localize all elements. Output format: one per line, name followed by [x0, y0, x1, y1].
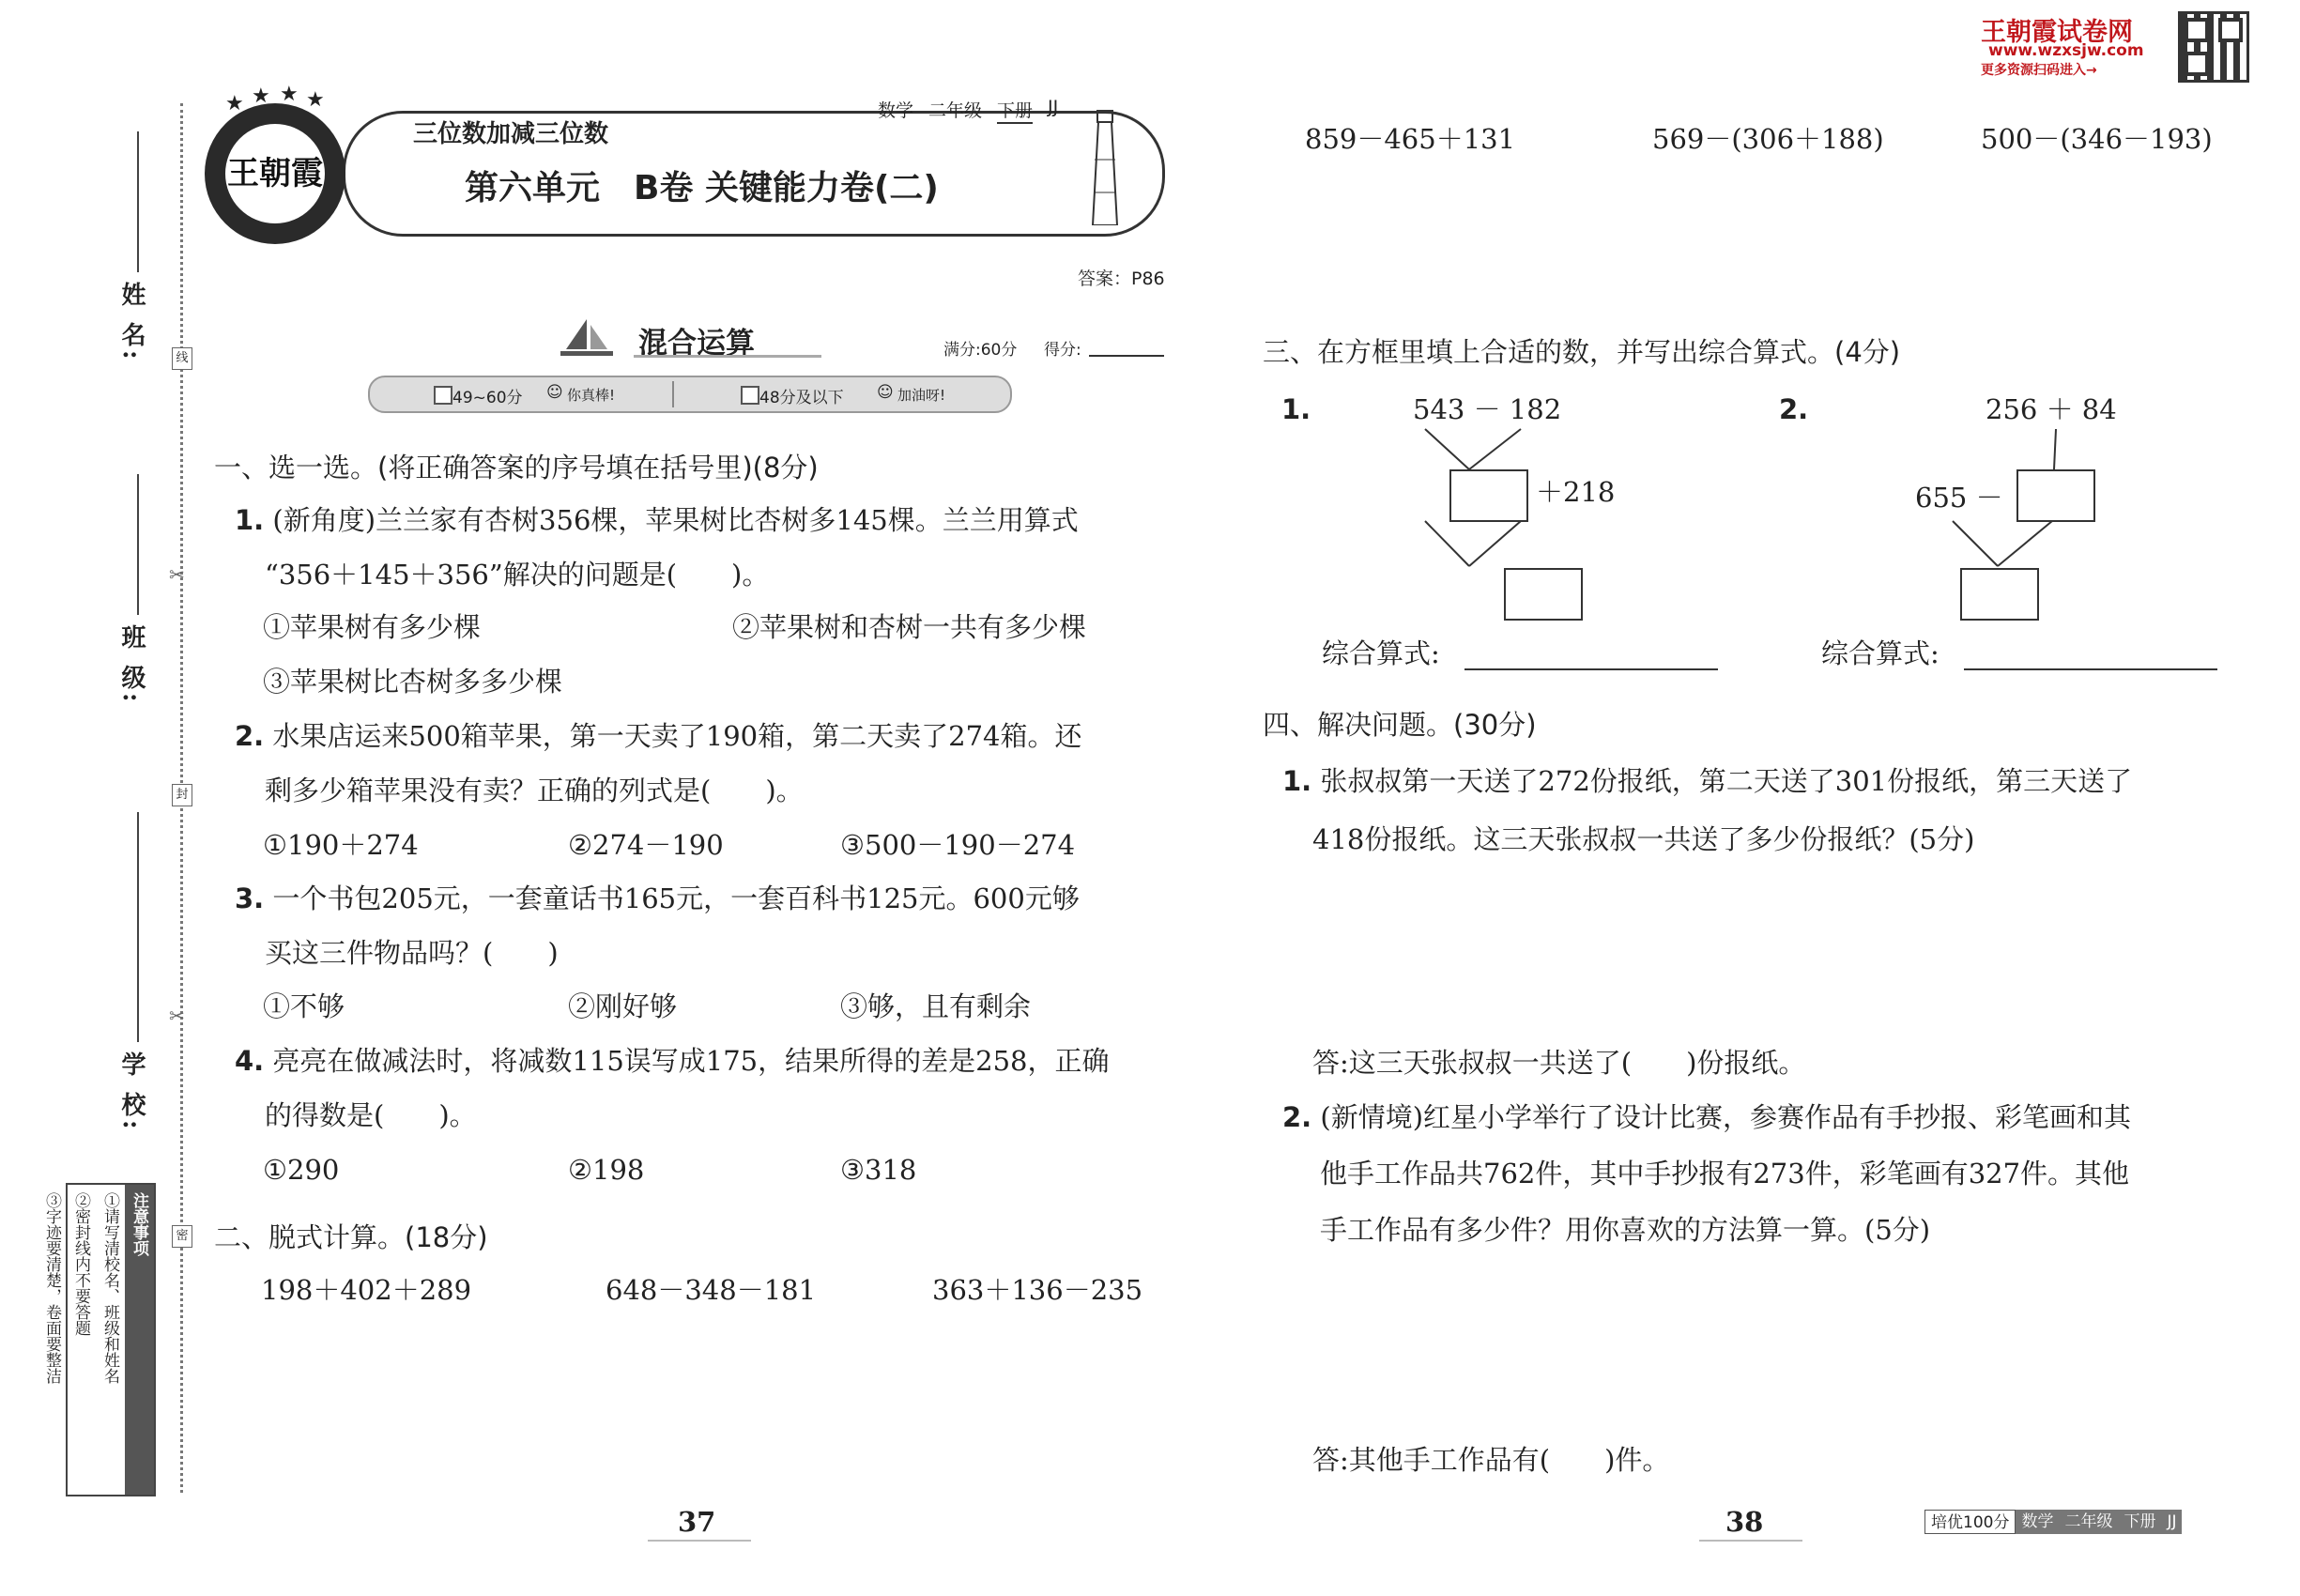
star-icon: ★ — [252, 84, 270, 108]
meta-volume: 下册 — [997, 97, 1033, 124]
badge-volume: 下册 — [2118, 1510, 2161, 1534]
meta-grade: 二年级 — [928, 100, 983, 121]
notice-box — [42, 1183, 156, 1496]
question-number: 3. — [235, 882, 265, 914]
rating2-checkbox[interactable] — [741, 386, 759, 405]
calc-expression: 569－(306＋188) — [1652, 123, 1884, 155]
combined-label: 综合算式: — [1322, 637, 1440, 669]
brand-site-name: 王朝霞试卷网 — [1981, 18, 2133, 47]
question-4 — [235, 1042, 1173, 1134]
answer-box[interactable] — [1960, 568, 2039, 621]
question-3 — [235, 880, 1173, 972]
part4-title: 四、解决问题。(30分) — [1263, 709, 1537, 741]
full-score: 满分:60分 — [943, 341, 1018, 360]
option[interactable]: ③够，且有剩余 — [840, 990, 1032, 1022]
scissor-icon: ✂ — [169, 1005, 185, 1027]
cut-mark-feng: 封 — [172, 784, 192, 806]
page-title: 第六单元 B卷 关键能力卷(二) — [465, 169, 939, 207]
combined-input-line[interactable] — [1964, 668, 2217, 670]
calc-expression: 363＋136－235 — [932, 1274, 1143, 1306]
school-label: 学 校: — [117, 1051, 146, 1133]
question-text: 手工作品有多少件？用你喜欢的方法算一算。(5分) — [1320, 1214, 1931, 1246]
rating-divider — [672, 381, 674, 407]
combined-input-line[interactable] — [1464, 668, 1718, 670]
scissor-icon: ✂ — [169, 563, 185, 586]
header-subtitle: 三位数加减三位数 — [413, 120, 609, 148]
lighthouse-icon — [1089, 103, 1121, 225]
question-text: (新情境)红星小学举行了设计比赛，参赛作品有手抄报、彩笔画和其 — [1320, 1101, 2132, 1133]
notice-item: ②密封线内不要答题 — [71, 1192, 90, 1336]
brand-logo — [205, 103, 345, 244]
score-input-line[interactable] — [1089, 355, 1164, 357]
problem-2 — [1282, 1098, 2231, 1249]
footer-badge — [1924, 1510, 2182, 1534]
calc-expression: 859－465＋131 — [1305, 123, 1516, 155]
notice-title: 注意事项 — [125, 1185, 154, 1495]
class-label: 班 级: — [117, 624, 146, 706]
question-text: 他手工作品共762件，其中手抄报有273件，彩笔画有327件。其他 — [1320, 1158, 2130, 1189]
part1-title: 一、选一选。(将正确答案的序号填在括号里)(8分) — [214, 452, 819, 483]
question-text: 亮亮在做减法时，将减数115误写成175，结果所得的差是258，正确 — [272, 1045, 1110, 1077]
qr-code-icon[interactable] — [2178, 11, 2249, 83]
question-number: 2. — [1282, 1101, 1312, 1133]
page-ornament — [648, 1540, 751, 1542]
option[interactable]: ②274－190 — [568, 829, 724, 861]
option[interactable]: ②刚好够 — [568, 990, 678, 1022]
calc-expression: 198＋402＋289 — [261, 1274, 472, 1306]
page-ornament — [1699, 1540, 1802, 1542]
question-number: 1. — [1282, 765, 1312, 797]
header-meta — [878, 97, 1058, 124]
section-title: 混合运算 — [638, 327, 755, 361]
answer-reference: 答案：P86 — [1078, 269, 1165, 289]
option[interactable]: ②198 — [568, 1154, 645, 1186]
rating-bar — [368, 376, 1012, 413]
question-text: 水果店运来500箱苹果，第一天卖了190箱，第二天卖了274箱。还 — [272, 720, 1082, 752]
question-text: “356＋145＋356”解决的问题是( )。 — [265, 559, 770, 591]
part2-title: 二、脱式计算。(18分) — [214, 1221, 488, 1253]
question-text: 418份报纸。这三天张叔叔一共送了多少份报纸？(5分) — [1312, 823, 1975, 855]
cut-mark-mi: 密 — [172, 1225, 192, 1248]
question-1 — [235, 501, 1173, 593]
question-text: 一个书包205元，一套童话书165元，一套百科书125元。600元够 — [272, 882, 1080, 914]
problem-1-answer[interactable]: 答:这三天张叔叔一共送了( )份报纸。 — [1312, 1047, 1806, 1079]
question-text: (新角度)兰兰家有杏树356棵，苹果树比杏树多145棵。兰兰用算式 — [272, 504, 1079, 536]
calc-expression: 500－(346－193) — [1981, 123, 2213, 155]
combined-label: 综合算式: — [1821, 637, 1940, 669]
encourage-icon: ☺ — [877, 383, 894, 402]
question-text: 的得数是( )。 — [265, 1099, 477, 1131]
rating1-label: 49~60分 — [452, 389, 523, 407]
class-write-line[interactable] — [137, 474, 139, 615]
page-number-left: 37 — [678, 1506, 716, 1538]
answer-box[interactable] — [1449, 469, 1528, 522]
part3-title: 三、在方框里填上合适的数，并写出综合算式。(4分) — [1263, 336, 1901, 368]
badge-grade: 二年级 — [2059, 1510, 2118, 1534]
option[interactable]: ①290 — [263, 1154, 340, 1186]
cut-mark-xian: 线 — [172, 347, 192, 370]
option[interactable]: ③苹果树比杏树多多少棵 — [263, 666, 563, 698]
page-number-right: 38 — [1725, 1506, 1764, 1538]
flow-side-expression: ＋218 — [1536, 476, 1616, 508]
option[interactable]: ①190＋274 — [263, 829, 419, 861]
option[interactable]: ③318 — [840, 1154, 917, 1186]
score-label: 得分: — [1044, 341, 1081, 360]
question-text: 买这三件物品吗？( ) — [265, 937, 559, 969]
rating2-label: 48分及以下 — [759, 389, 844, 407]
star-icon: ★ — [306, 88, 325, 112]
question-number: 2. — [235, 720, 265, 752]
section-underline — [634, 355, 821, 358]
smile-icon: ☺ — [546, 383, 563, 402]
badge-brand: 培优100分 — [1924, 1510, 2016, 1534]
badge-subject: 数学 — [2016, 1510, 2059, 1534]
brand-site-cta: 更多资源扫码进入→ — [1981, 63, 2097, 78]
question-text: 剩多少箱苹果没有卖？正确的列式是( )。 — [265, 775, 804, 806]
question-2 — [235, 717, 1173, 809]
flow-top-expression: 543 － 182 — [1413, 393, 1562, 425]
part3-item-number: 1. — [1281, 393, 1311, 425]
rating1-praise: 你真棒! — [567, 387, 616, 404]
problem-2-answer[interactable]: 答:其他手工作品有( )件。 — [1312, 1444, 1670, 1476]
brand-site-url[interactable]: www.wzxsjw.com — [1988, 41, 2144, 60]
option[interactable]: ①苹果树有多少棵 — [263, 611, 482, 643]
question-number: 4. — [235, 1045, 265, 1077]
meta-edition: JJ — [1048, 97, 1059, 117]
sailboat-icon — [559, 317, 615, 362]
calc-expression: 648－348－181 — [606, 1274, 817, 1306]
option[interactable]: ②苹果树和杏树一共有多少棵 — [732, 611, 1087, 643]
flow-side-expression: 655 － — [1915, 482, 2003, 514]
star-icon: ★ — [280, 83, 299, 106]
star-icon: ★ — [225, 92, 244, 115]
option[interactable]: ①不够 — [263, 990, 345, 1022]
part3-item-number: 2. — [1779, 393, 1809, 425]
option[interactable]: ③500－190－274 — [840, 829, 1076, 861]
problem-1 — [1282, 762, 2231, 858]
name-label: 姓 名: — [117, 282, 146, 363]
rating2-praise: 加油呀! — [897, 387, 946, 404]
name-write-line[interactable] — [137, 131, 139, 272]
rating1-checkbox[interactable] — [434, 386, 452, 405]
school-write-line[interactable] — [137, 812, 139, 1042]
question-number: 1. — [235, 504, 265, 536]
meta-subject: 数学 — [878, 100, 914, 121]
question-text: 张叔叔第一天送了272份报纸，第二天送了301份报纸，第三天送了 — [1320, 765, 2133, 797]
badge-edition: JJ — [2161, 1510, 2182, 1534]
notice-item: ①请写清校名、班级和姓名 — [100, 1192, 119, 1384]
logo-text: 王朝霞 — [225, 124, 325, 223]
answer-box[interactable] — [2016, 469, 2095, 522]
notice-item: ③字迹要清楚，卷面要整洁 — [42, 1192, 61, 1384]
answer-box[interactable] — [1504, 568, 1583, 621]
flow-top-expression: 256 ＋ 84 — [1986, 393, 2117, 425]
